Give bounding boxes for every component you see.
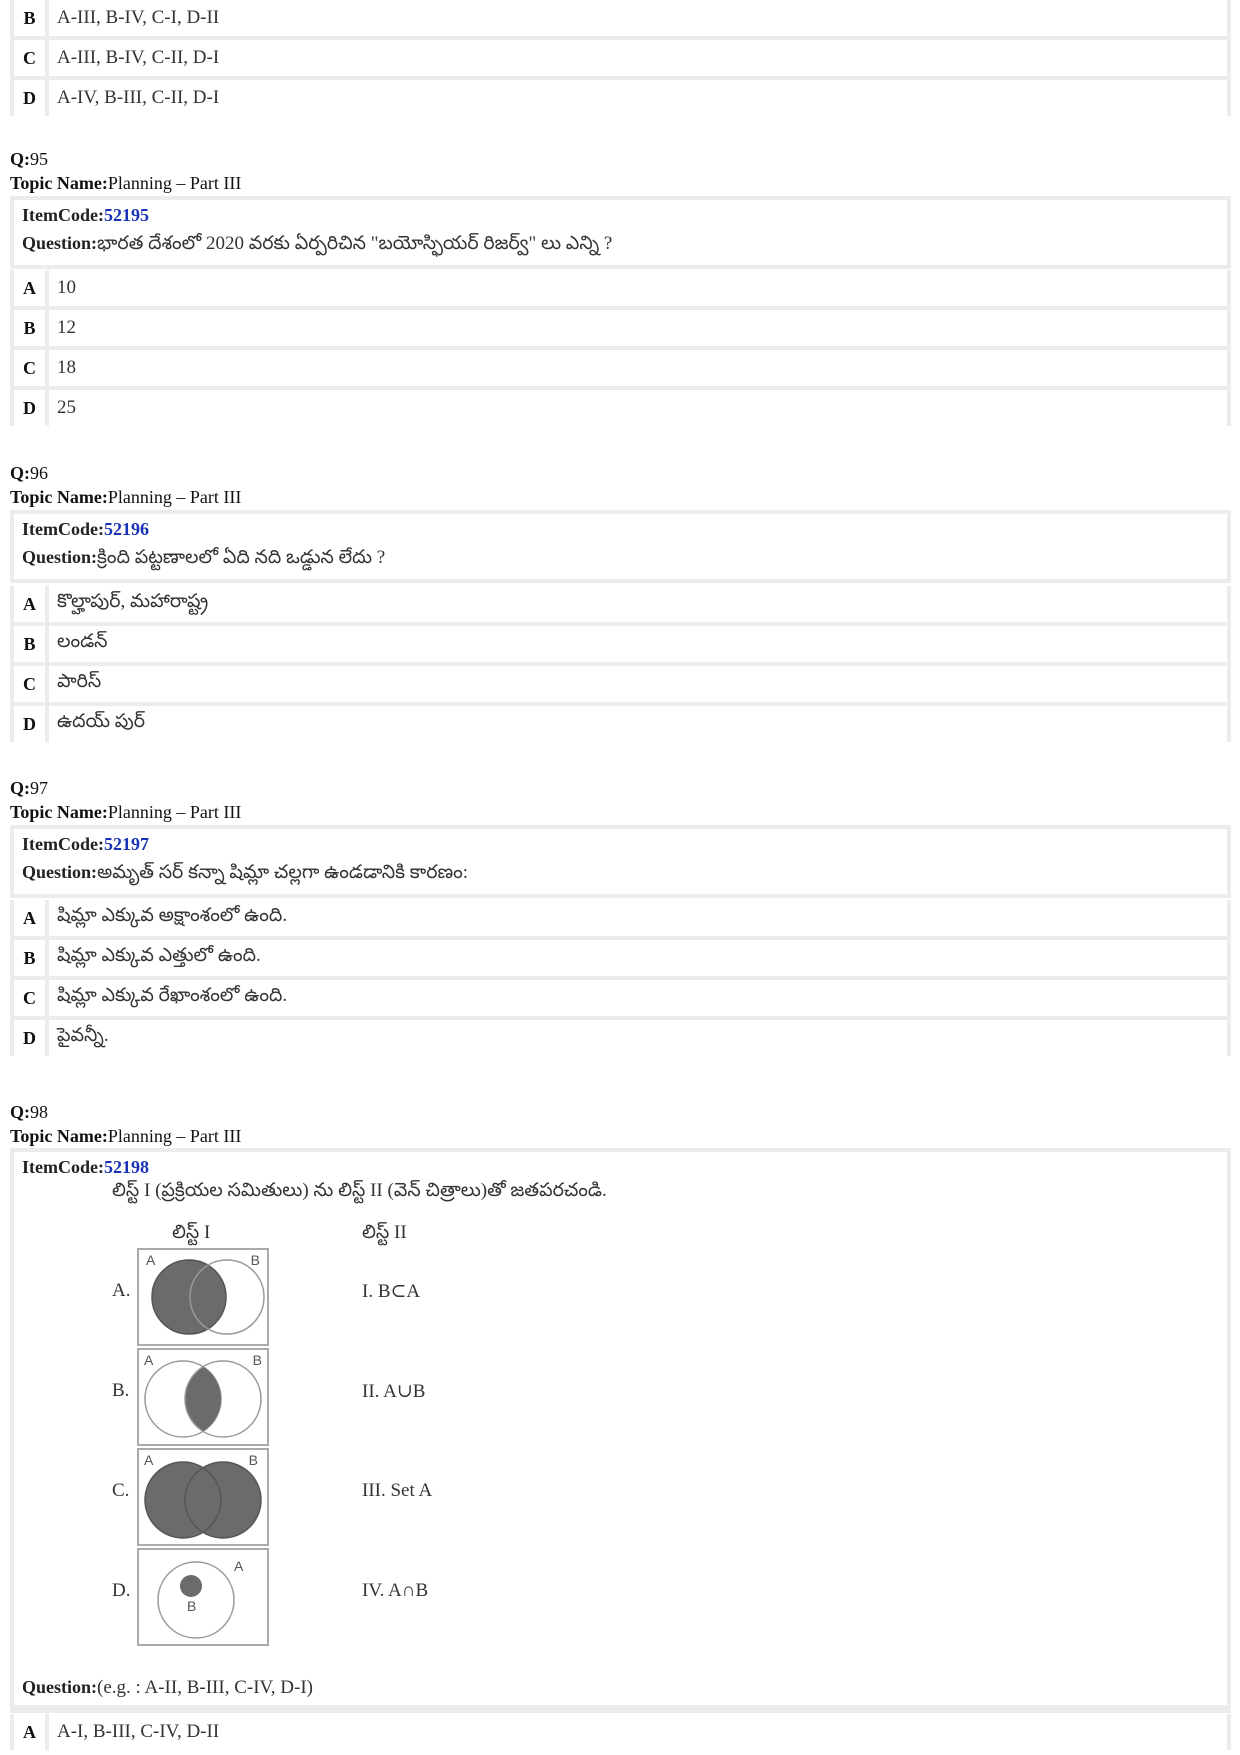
q96-item-code: ItemCode:52196 xyxy=(22,519,149,539)
q94-option-c[interactable] xyxy=(14,40,1227,80)
venn-diagram-c: A B xyxy=(137,1448,269,1546)
option-text: A-III, B-IV, C-II, D-I xyxy=(49,40,1227,76)
q98-item-code: ItemCode:52198 xyxy=(22,1157,149,1177)
q96-option-b[interactable]: B లండన్ xyxy=(14,626,1227,666)
q97-options xyxy=(10,900,1231,1056)
venn-diagram-d: B A xyxy=(137,1548,269,1646)
q95-options xyxy=(10,270,1231,426)
option-letter: C xyxy=(14,40,45,76)
q97-option-c[interactable]: C షిమ్లా ఎక్కువ రేఖాంశంలో ఉంది. xyxy=(14,980,1227,1020)
q98-option-a[interactable]: A A-I, B-III, C-IV, D-II xyxy=(14,1714,1227,1750)
q98-question-box xyxy=(10,1148,1231,1713)
venn-diagram-a: A B xyxy=(137,1248,269,1346)
q98-topic-line: Topic Name:Planning – Part III xyxy=(10,1126,242,1146)
q96-question: Question:క్రింది పట్టణాలలో ఏది నది ఒడ్డున లేదు ? xyxy=(22,547,386,568)
q95-number-line: Q:95 xyxy=(10,149,48,169)
q95-option-c[interactable]: C 18 xyxy=(14,350,1227,390)
q96-option-c[interactable]: C పారిస్ xyxy=(14,666,1227,706)
option-letter: B xyxy=(14,0,45,36)
q97-topic-line: Topic Name:Planning – Part III xyxy=(10,802,242,822)
q96-question-box xyxy=(10,510,1231,583)
row-c-letter: C. xyxy=(112,1480,130,1501)
q97-item-code: ItemCode:52197 xyxy=(22,834,149,854)
option-text: A-IV, B-III, C-II, D-I xyxy=(49,80,1227,116)
row-i-desc: I. B⊂A xyxy=(362,1281,421,1302)
venn-matching xyxy=(22,1180,1219,1700)
q95-question: Question:భారత దేశంలో 2020 వరకు ఏర్పరిచిన "బయోస్ఫియర్ రిజర్వ్" లు ఎన్ని ? xyxy=(22,233,613,254)
q94-option-d[interactable] xyxy=(14,80,1227,116)
q97-header xyxy=(10,776,241,824)
row-ii-desc: II. A∪B xyxy=(362,1381,426,1402)
q96-number-line: Q:96 xyxy=(10,463,48,483)
q97-question-box xyxy=(10,825,1231,898)
row-d-letter: D. xyxy=(112,1580,131,1601)
q95-header xyxy=(10,147,241,195)
q97-option-b[interactable]: B షిమ్లా ఎక్కువ ఎత్తులో ఉంది. xyxy=(14,940,1227,980)
row-iii-desc: III. Set A xyxy=(362,1480,433,1501)
q96-option-a[interactable]: A కొల్హాపుర్, మహారాష్ట్ర xyxy=(14,586,1227,626)
match-instruction: లిస్ట్ I (ప్రక్రియల సమితులు) ను లిస్ట్ II (వెన్ చిత్రాలు)తో జతపరచండి. xyxy=(112,1180,607,1201)
q97-number-line: Q:97 xyxy=(10,778,48,798)
q96-options xyxy=(10,586,1231,742)
list-2-heading: లిస్ట్ II xyxy=(362,1222,407,1243)
list-1-heading: లిస్ట్ I xyxy=(172,1222,211,1243)
q95-item-code: ItemCode:52195 xyxy=(22,205,149,225)
row-iv-desc: IV. A∩B xyxy=(362,1580,429,1601)
q96-option-d[interactable]: D ఉదయ్ పుర్ xyxy=(14,706,1227,742)
q96-header xyxy=(10,461,241,509)
q95-option-b[interactable]: B 12 xyxy=(14,310,1227,350)
q95-option-a[interactable]: A 10 xyxy=(14,270,1227,310)
q97-option-d[interactable]: D పైవన్నీ. xyxy=(14,1020,1227,1056)
venn-diagram-b: A B xyxy=(137,1348,269,1446)
row-a-letter: A. xyxy=(112,1280,131,1301)
q95-question-box xyxy=(10,196,1231,269)
q95-topic-line: Topic Name:Planning – Part III xyxy=(10,173,242,193)
option-letter: D xyxy=(14,80,45,116)
q97-option-a[interactable]: A షిమ్లా ఎక్కువ అక్షాంశంలో ఉంది. xyxy=(14,900,1227,940)
option-text: A-III, B-IV, C-I, D-II xyxy=(49,0,1227,36)
q98-header xyxy=(10,1100,241,1148)
q98-question: Question:(e.g. : A-II, B-III, C-IV, D-I) xyxy=(22,1677,313,1698)
q94-options xyxy=(10,0,1231,116)
row-b-letter: B. xyxy=(112,1380,130,1401)
q98-number-line: Q:98 xyxy=(10,1102,48,1122)
q95-option-d[interactable]: D 25 xyxy=(14,390,1227,426)
q97-question: Question:అమృత్ సర్ కన్నా షిమ్లా చల్లగా ఉండడానికి కారణం: xyxy=(22,862,469,883)
q94-option-b[interactable] xyxy=(14,0,1227,40)
q98-options xyxy=(10,1714,1231,1750)
q96-topic-line: Topic Name:Planning – Part III xyxy=(10,487,242,507)
